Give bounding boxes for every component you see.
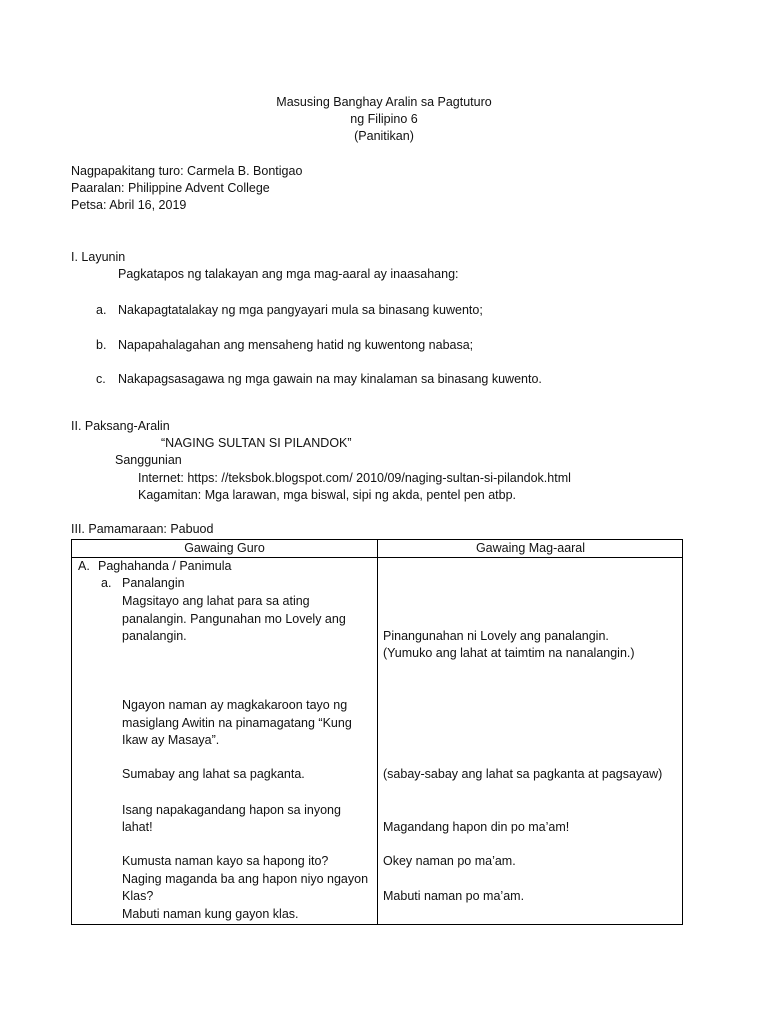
objective-item: Nakapagsasagawa ng mga gawain na may kinalaman sa binasang kuwento.	[118, 372, 542, 386]
teacher-line: panalangin.	[122, 629, 187, 643]
objective-marker: c.	[96, 372, 106, 386]
subject-matter-heading: II. Paksang-Aralin	[71, 419, 170, 433]
teacher-line: Ikaw ay Masaya”.	[122, 733, 220, 747]
teacher-line: Mabuti naman kung gayon klas.	[122, 907, 299, 921]
student-line: Pinangunahan ni Lovely ang panalangin.	[383, 629, 609, 643]
teacher-line: panalangin. Pangunahan mo Lovely ang	[122, 612, 346, 626]
student-line: (sabay-sabay ang lahat sa pagkanta at pagsayaw)	[383, 767, 663, 781]
school-info: Paaralan: Philippine Advent College	[71, 181, 270, 195]
section-marker: A.	[78, 559, 90, 573]
teacher-line: Sumabay ang lahat sa pagkanta.	[122, 767, 305, 781]
objective-marker: b.	[96, 338, 107, 352]
teacher-line: Kumusta naman kayo sa hapong ito?	[122, 854, 329, 868]
teacher-line: Ngayon naman ay magkakaroon tayo ng	[122, 698, 348, 712]
objective-item: Nakapagtatalakay ng mga pangyayari mula sa binasang kuwento;	[118, 303, 483, 317]
date-info: Petsa: Abril 16, 2019	[71, 198, 187, 212]
teacher-line: lahat!	[122, 820, 153, 834]
internet-reference: Internet: https: //teksbok.blogspot.com/ 2010/09/naging-sultan-si-pilandok.html	[138, 471, 571, 485]
student-line: Okey naman po ma’am.	[383, 854, 516, 868]
references-label: Sanggunian	[115, 453, 182, 467]
teacher-line: Klas?	[122, 889, 154, 903]
teacher-line: Naging maganda ba ang hapon niyo ngayon	[122, 872, 369, 886]
objectives-heading: I. Layunin	[71, 250, 126, 264]
column-header-teacher: Gawaing Guro	[184, 541, 265, 555]
procedure-table	[71, 539, 683, 925]
table-column-divider	[377, 540, 378, 924]
teacher-line: masiglang Awitin na pinamagatang “Kung	[122, 716, 352, 730]
story-title: “NAGING SULTAN SI PILANDOK”	[161, 436, 352, 450]
materials-list: Kagamitan: Mga larawan, mga biswal, sipi ng akda, pentel pen atbp.	[138, 488, 517, 502]
document-title: Masusing Banghay Aralin sa Pagtuturo	[276, 95, 492, 109]
student-line: Magandang hapon din po ma’am!	[383, 820, 570, 834]
section-label: Paghahanda / Panimula	[98, 559, 232, 573]
teacher-info: Nagpapakitang turo: Carmela B. Bontigao	[71, 164, 303, 178]
student-line: (Yumuko ang lahat at taimtim na nanalangin.)	[383, 646, 635, 660]
sub-label: Panalangin	[122, 576, 185, 590]
teacher-line: Magsitayo ang lahat para sa ating	[122, 594, 310, 608]
column-header-student: Gawaing Mag-aaral	[475, 541, 586, 555]
student-line: Mabuti naman po ma’am.	[383, 889, 525, 903]
sub-marker: a.	[101, 576, 112, 590]
objective-item: Napapahalagahan ang mensaheng hatid ng kuwentong nabasa;	[118, 338, 474, 352]
document-subtitle: ng Filipino 6	[350, 112, 418, 126]
procedure-heading: III. Pamamaraan: Pabuod	[71, 522, 214, 536]
document-subject: (Panitikan)	[354, 129, 414, 143]
objective-marker: a.	[96, 303, 107, 317]
objectives-intro: Pagkatapos ng talakayan ang mga mag-aaral ay inaasahang:	[118, 267, 459, 281]
teacher-line: Isang napakagandang hapon sa inyong	[122, 803, 341, 817]
